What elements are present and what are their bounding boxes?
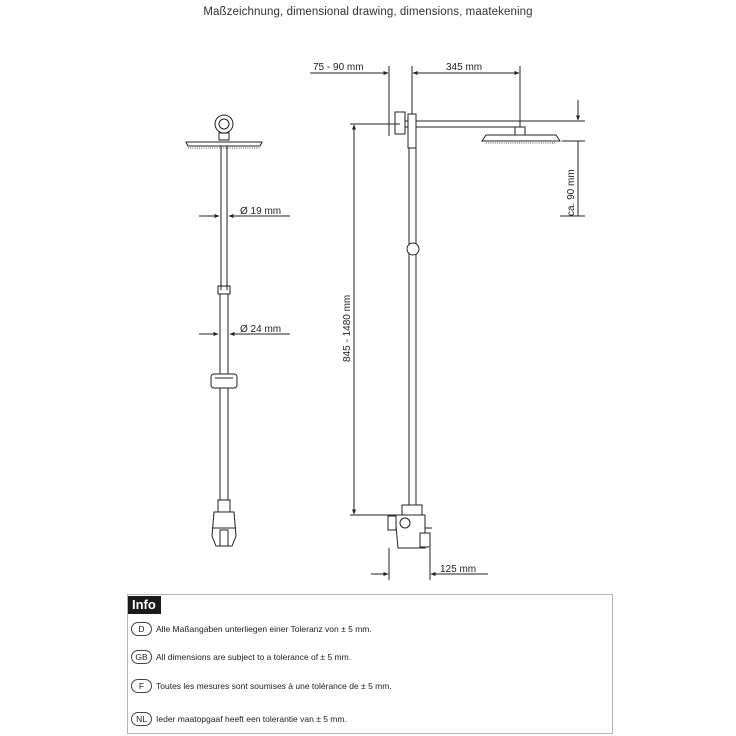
front-shower-head: [186, 142, 262, 146]
info-text-gb: All dimensions are subject to a tolerance of ± 5 mm.: [156, 652, 352, 662]
front-head-ring: [215, 115, 233, 133]
lang-badge-nl: NL: [131, 712, 152, 726]
dim-head-drop: ca. 90 mm: [566, 169, 577, 216]
info-row-nl: [131, 712, 347, 726]
info-text-nl: Ieder maatopgaaf heeft een tolerantie van ± 5 mm.: [156, 714, 347, 724]
dim-wall-offset: 75 - 90 mm: [313, 62, 364, 73]
dim-arm-length: 345 mm: [446, 62, 483, 73]
page-title: Maßzeichnung, dimensional drawing, dimensions, maatekening: [203, 6, 533, 18]
info-row-gb: [131, 650, 351, 664]
front-slider: [211, 374, 237, 388]
info-text-fr: Toutes les mesures sont soumises à une tolérance de ± 5 mm.: [156, 681, 392, 691]
dim-pipe-lower: Ø 24 mm: [240, 324, 282, 335]
info-text-de: Alle Maßangaben unterliegen einer Toleranz von ± 5 mm.: [156, 624, 372, 634]
dim-height-range: 845 - 1480 mm: [342, 294, 353, 362]
side-shower-head: [482, 135, 560, 141]
dim-mixer-width: 125 mm: [440, 564, 477, 575]
lang-badge-de: D: [131, 622, 152, 636]
front-mixer: [212, 512, 236, 546]
side-slider-knob: [407, 243, 419, 255]
info-tag: Info: [128, 596, 161, 614]
lang-badge-gb: GB: [131, 650, 152, 664]
info-row-fr: [131, 679, 392, 693]
dim-pipe-upper: Ø 19 mm: [240, 206, 282, 217]
lang-badge-fr: F: [131, 679, 152, 693]
info-row-de: [131, 622, 372, 636]
